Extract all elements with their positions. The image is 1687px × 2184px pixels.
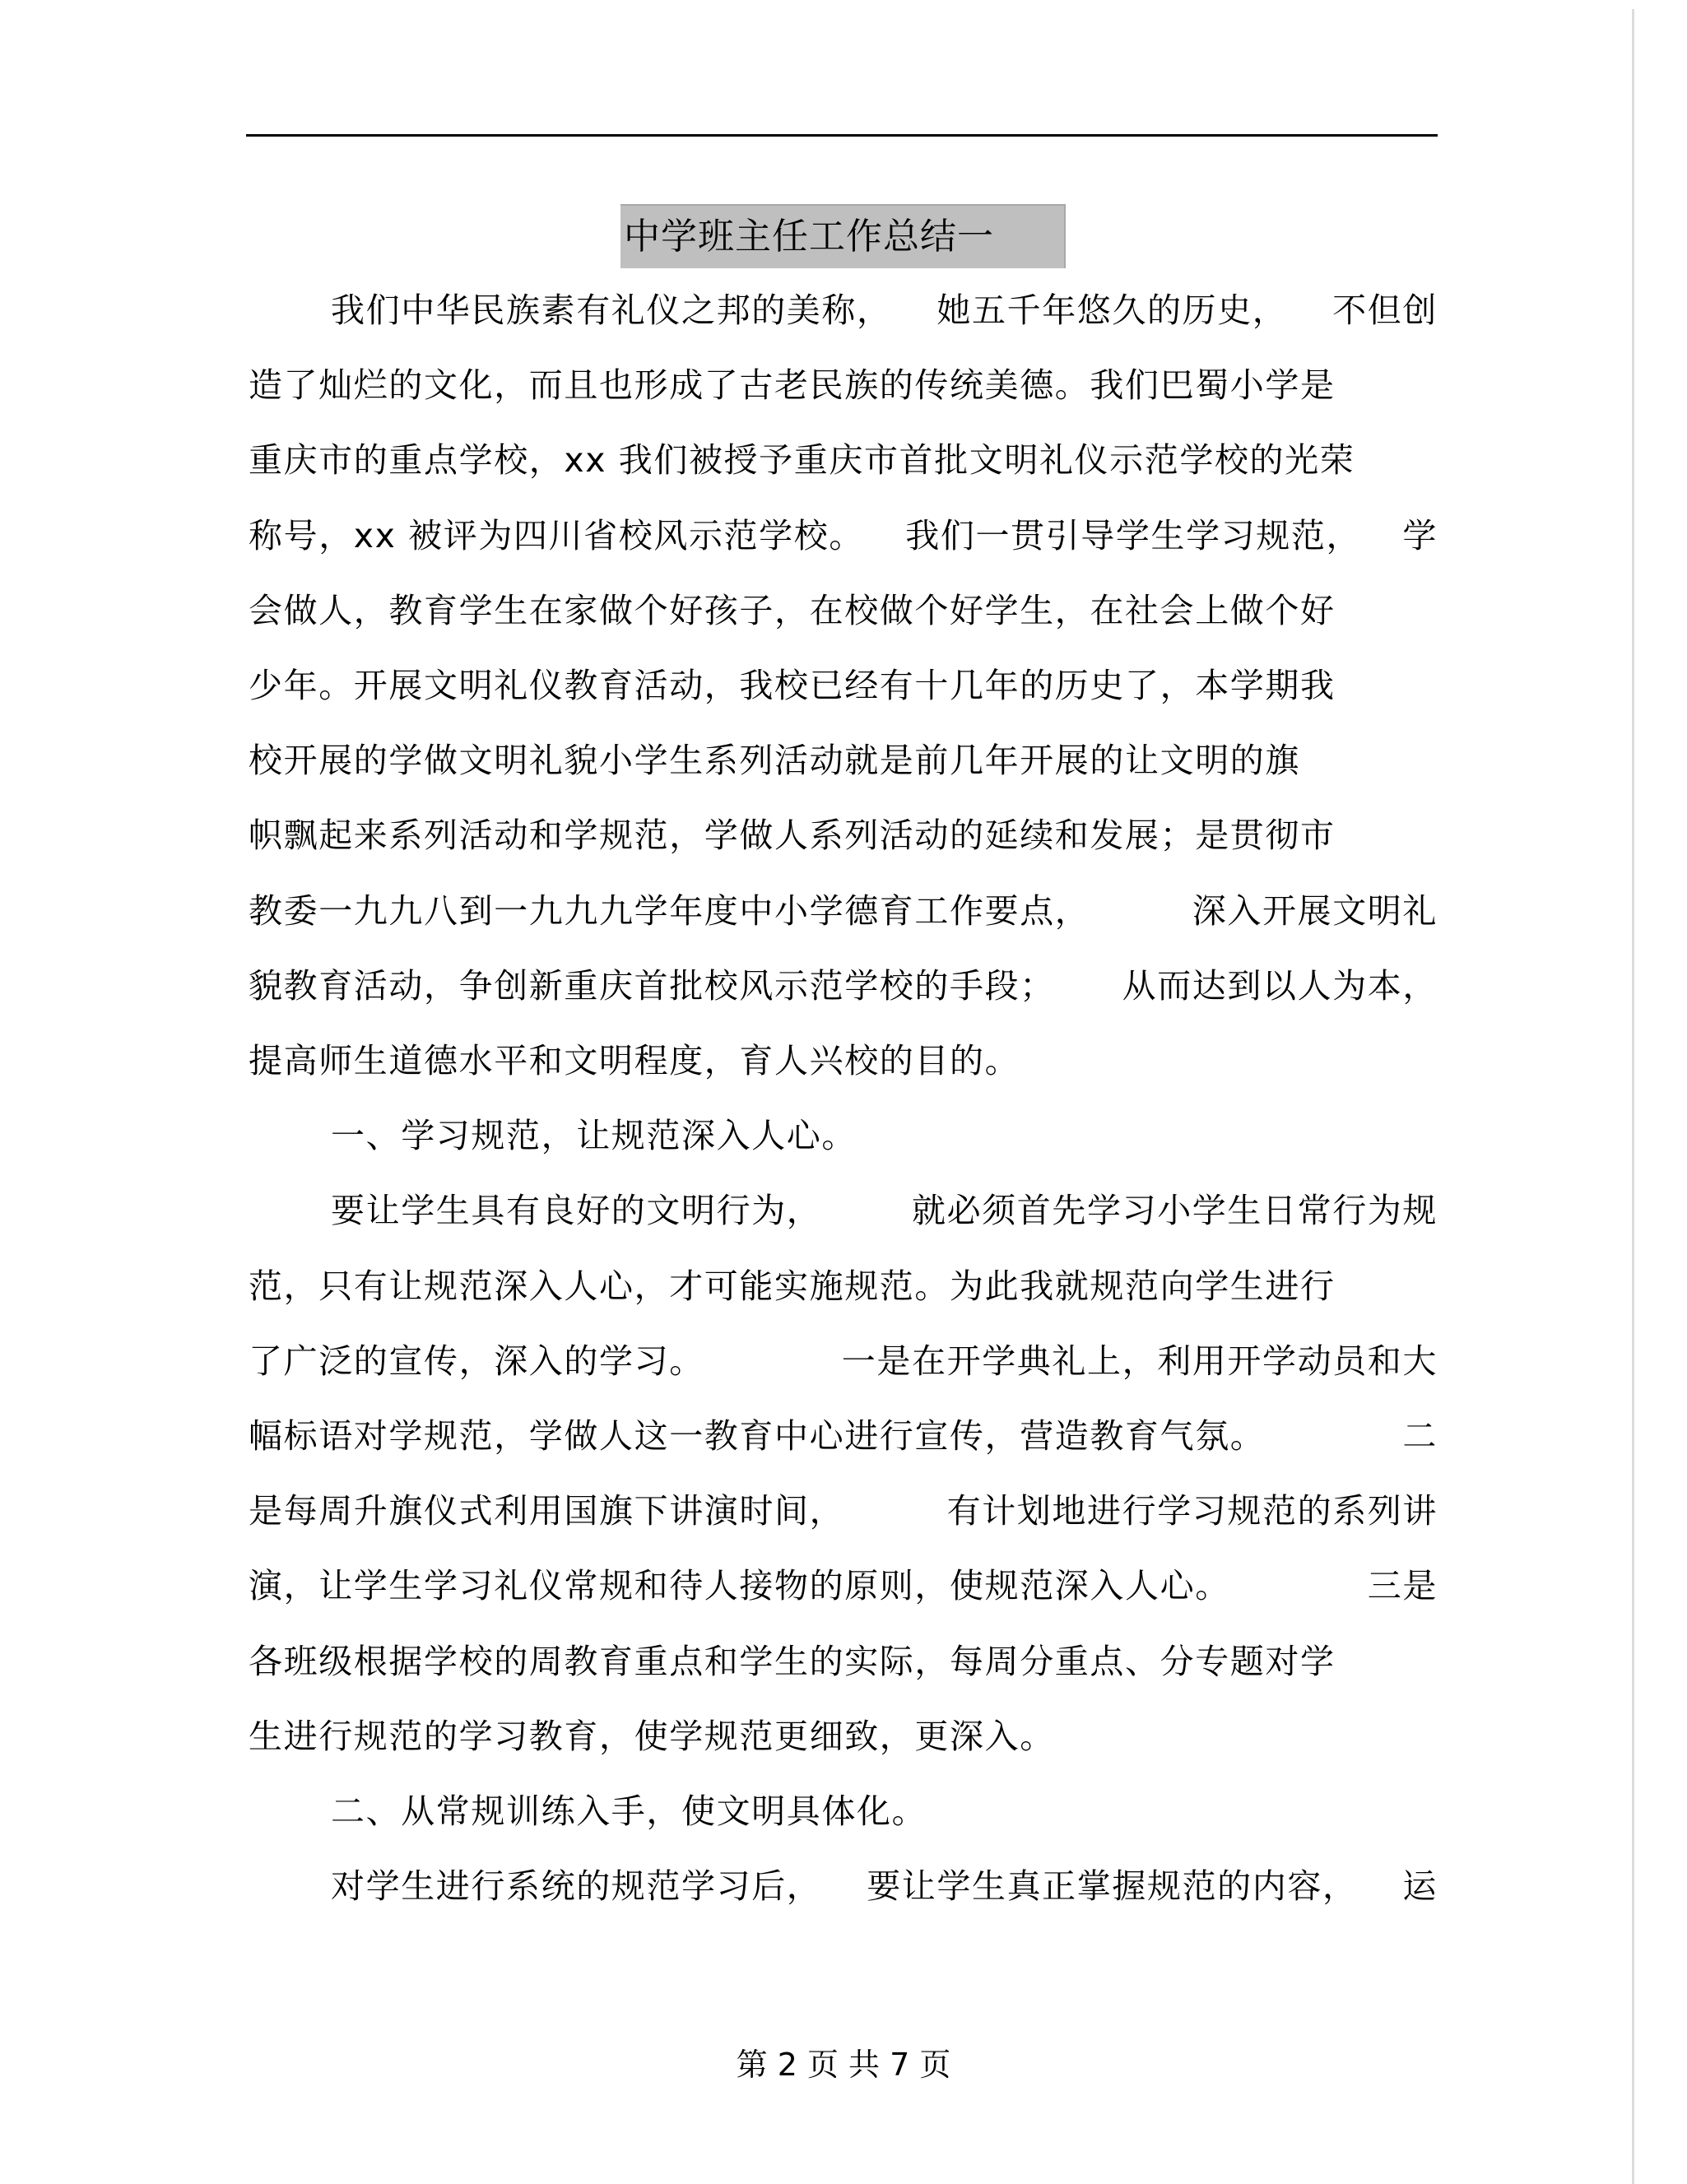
body-line bbox=[249, 815, 1438, 856]
text-segment: 一、学习规范，让规范深入人心。 bbox=[331, 1116, 857, 1156]
text-segment: 教委一九九八到一九九九学年度中小学德育工作要点， bbox=[249, 890, 1090, 931]
text-segment: 三是 bbox=[1367, 1566, 1438, 1606]
body-line bbox=[249, 1641, 1438, 1682]
text-segment: 不但创 bbox=[1332, 290, 1438, 330]
text-segment: 对学生进行系统的规范学习后， bbox=[331, 1866, 822, 1907]
document-title: 中学班主任工作总结一 bbox=[624, 216, 994, 258]
text-segment: 从而达到以人为本， bbox=[1122, 965, 1438, 1006]
body-line bbox=[331, 1866, 1438, 1907]
text-segment: 我们中华民族素有礼仪之邦的美称， bbox=[331, 290, 892, 330]
text-segment: 提高师生道德水平和文明程度，育人兴校的目的。 bbox=[249, 1041, 1020, 1080]
body-line bbox=[331, 1115, 1438, 1156]
text-segment: 要让学生具有良好的文明行为， bbox=[331, 1191, 822, 1231]
body-line bbox=[331, 1190, 1438, 1231]
body-line bbox=[331, 290, 1438, 331]
body-line bbox=[249, 740, 1438, 781]
text-segment: 生进行规范的学习教育，使学规范更细致，更深入。 bbox=[249, 1716, 1055, 1756]
text-segment: 幅标语对学规范，学做人这一教育中心进行宣传，营造教育气氛。 bbox=[249, 1416, 1266, 1456]
page-footer: 第 2 页 共 7 页 bbox=[736, 2047, 951, 2083]
text-segment: 是每周升旗仪式利用国旗下讲演时间， bbox=[249, 1491, 845, 1531]
text-segment: 一是在开学典礼上，利用开学动员和大 bbox=[841, 1341, 1438, 1381]
body-line bbox=[249, 1565, 1438, 1606]
body-line bbox=[249, 365, 1438, 406]
body-line bbox=[249, 590, 1438, 631]
page-edge-divider bbox=[1632, 9, 1634, 2184]
text-segment: 二 bbox=[1402, 1416, 1438, 1456]
text-segment: 有计划地进行学习规范的系列讲 bbox=[946, 1491, 1438, 1531]
text-segment: 貌教育活动，争创新重庆首批校风示范学校的手段； bbox=[249, 965, 1055, 1006]
text-segment: 了广泛的宣传，深入的学习。 bbox=[249, 1341, 704, 1381]
text-segment: 造了灿烂的文化，而且也形成了古老民族的传统美德。我们巴蜀小学是 bbox=[249, 365, 1336, 406]
body-line bbox=[249, 965, 1438, 1006]
body-line bbox=[249, 439, 1438, 481]
text-segment: 会做人，教育学生在家做个好孩子，在校做个好学生，在社会上做个好 bbox=[249, 590, 1336, 630]
body-line bbox=[249, 890, 1438, 932]
text-segment: 二、从常规训练入手，使文明具体化。 bbox=[331, 1791, 927, 1831]
text-segment: 称号，xx 被评为四川省校风示范学校。 bbox=[249, 515, 864, 555]
text-segment: 我们一贯引导学生学习规范， bbox=[905, 515, 1362, 555]
body-line bbox=[249, 1716, 1438, 1757]
text-segment: 各班级根据学校的周教育重点和学生的实际，每周分重点、分专题对学 bbox=[249, 1641, 1336, 1681]
body-line bbox=[249, 665, 1438, 706]
text-segment: 就必须首先学习小学生日常行为规 bbox=[912, 1191, 1438, 1231]
text-segment: 深入开展文明礼 bbox=[1192, 890, 1438, 931]
text-segment: 少年。开展文明礼仪教育活动，我校已经有十几年的历史了，本学期我 bbox=[249, 666, 1336, 705]
text-segment: 学 bbox=[1402, 515, 1438, 555]
body-line bbox=[249, 1341, 1438, 1382]
body-line bbox=[249, 515, 1438, 556]
document-title-highlight bbox=[620, 204, 1066, 268]
body-line bbox=[249, 1040, 1438, 1081]
body-line bbox=[331, 1791, 1438, 1832]
body-line bbox=[249, 1266, 1438, 1307]
header-rule bbox=[246, 134, 1438, 137]
text-segment: 要让学生真正掌握规范的内容， bbox=[867, 1866, 1358, 1907]
text-segment: 校开展的学做文明礼貌小学生系列活动就是前几年开展的让文明的旗 bbox=[249, 741, 1300, 781]
text-segment: 重庆市的重点学校，xx 我们被授予重庆市首批文明礼仪示范学校的光荣 bbox=[249, 440, 1355, 481]
text-segment: 范，只有让规范深入人心，才可能实施规范。为此我就规范向学生进行 bbox=[249, 1266, 1336, 1306]
text-segment: 运 bbox=[1402, 1866, 1438, 1907]
text-segment: 帜飘起来系列活动和学规范，学做人系列活动的延续和发展；是贯彻市 bbox=[249, 816, 1336, 856]
text-segment: 演，让学生学习礼仪常规和待人接物的原则，使规范深入人心。 bbox=[249, 1566, 1230, 1606]
body-line bbox=[249, 1415, 1438, 1457]
body-line bbox=[249, 1490, 1438, 1531]
text-segment: 她五千年悠久的历史， bbox=[936, 290, 1288, 330]
